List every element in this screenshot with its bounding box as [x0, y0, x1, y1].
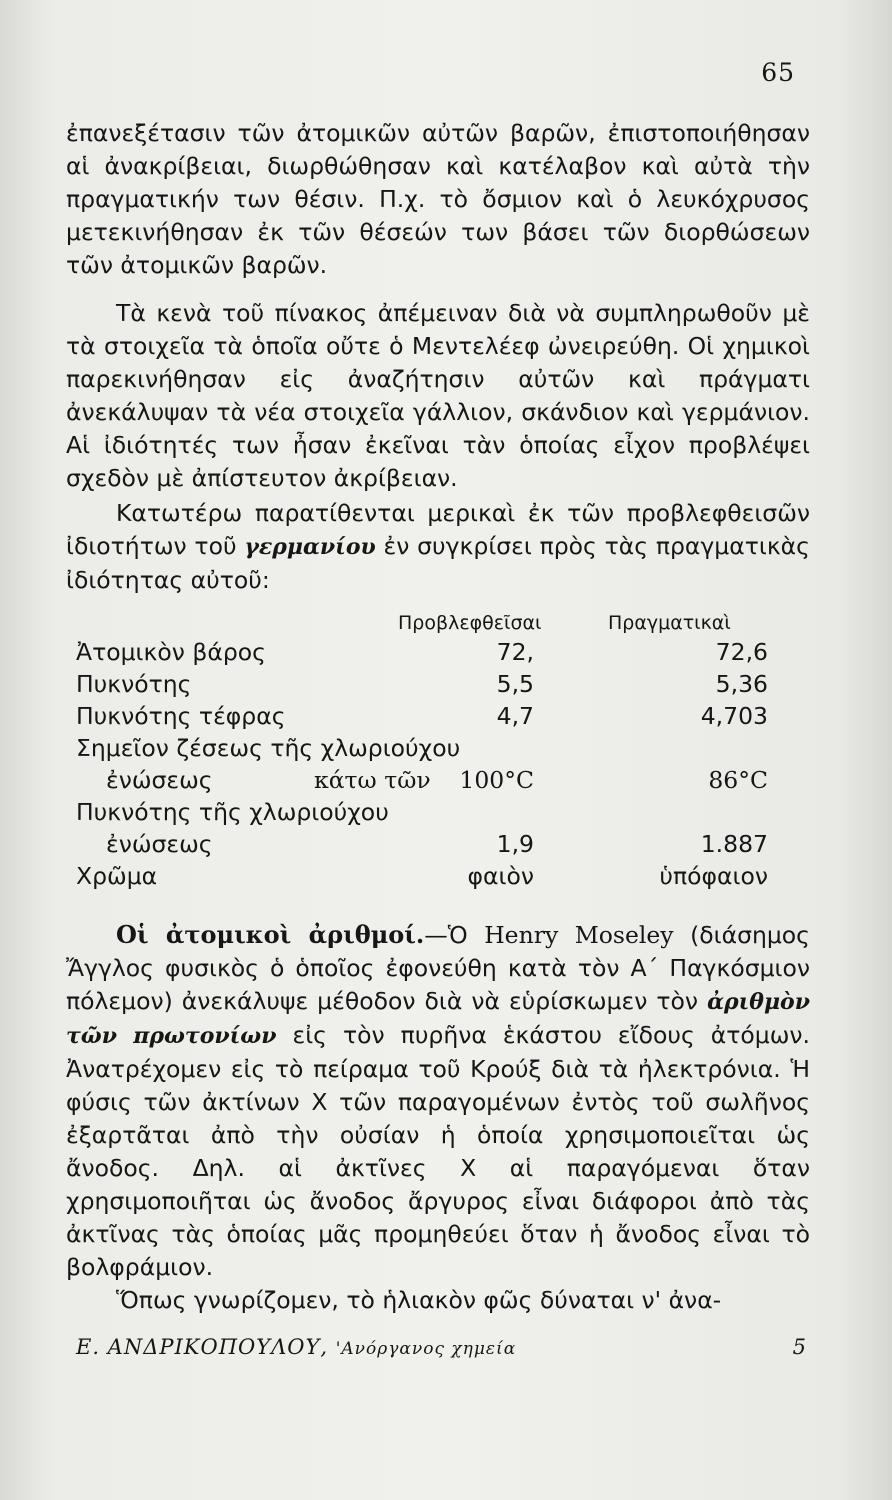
row-qualifier: κάτω τῶν	[314, 766, 431, 794]
section-heading: Οἱ ἀτομικοὶ ἀριθμοί.	[116, 920, 425, 949]
row-predicted: 100°C	[459, 766, 534, 794]
paragraph-3-italic: γερμανίου	[244, 534, 376, 560]
row-predicted: 4,7	[496, 702, 534, 730]
row-predicted: 5,5	[496, 670, 534, 698]
table-row	[76, 830, 776, 862]
row-label: ἐνώσεως	[106, 766, 213, 794]
section-text-2: (διάσημος Ἄγγλος φυσικὸς ὁ ὁποῖος ἐφονεύθη κατὰ τὸν Α΄ Παγκόσμιον πόλεμον) ἀνεκάλυψε μέθοδον διὰ νὰ εὑρίσκωμεν τὸν	[66, 921, 810, 1015]
properties-table	[76, 606, 776, 894]
row-predicted: 72,	[496, 638, 534, 666]
row-actual: 1.887	[700, 830, 768, 858]
row-label: Σημεῖον ζέσεως τῆς χλωριούχου	[76, 734, 461, 762]
table-row	[76, 702, 776, 734]
footer-signature: 5	[792, 1335, 806, 1359]
header-actual: Πραγματικαὶ	[608, 612, 731, 634]
paragraph-3	[66, 497, 810, 597]
table-row	[76, 670, 776, 702]
table-row	[76, 734, 776, 766]
row-label: ἐνώσεως	[106, 830, 213, 858]
paragraph-1	[66, 117, 810, 282]
table-row	[76, 862, 776, 894]
row-label: Πυκνότης τῆς χλωριούχου	[76, 798, 389, 826]
footer-author: Ε. ΑΝΔΡΙΚΟΠΟΥΛΟΥ,	[76, 1335, 329, 1359]
row-actual: 5,36	[715, 670, 768, 698]
row-actual: 86°C	[708, 766, 768, 794]
row-label: Ἀτομικὸν βάρος	[76, 638, 266, 666]
atomic-numbers-section	[66, 918, 810, 1317]
row-predicted: φαιὸν	[467, 862, 534, 890]
section-last-line: Ὅπως γνωρίζομεν, τὸ ἡλιακὸν φῶς δύναται ν' ἀνα-	[116, 1286, 722, 1314]
paragraph-1-text: ἐπανεξέτασιν τῶν ἀτομικῶν αὐτῶν βαρῶν, ἐπιστοποιήθησαν αἱ ἀνακρίβειαι, διωρθώθησαν καὶ κατέλαβον καὶ αὐτὰ τὴν πραγματικήν των θέσιν. Π.χ. τὸ ὄσμιον καὶ ὁ λευκόχρυσος μετεκινήθησαν ἐκ τῶν θέσεών των βάσει τῶν διορθώσεων τῶν ἀτομικῶν βαρῶν.	[66, 119, 810, 279]
row-label: Πυκνότης	[76, 670, 192, 698]
row-predicted: 1,9	[496, 830, 534, 858]
row-actual: ὑπόφαιον	[659, 862, 768, 890]
section-text-1: Ὁ	[447, 921, 468, 949]
page-footer	[76, 1335, 806, 1365]
table-row	[76, 798, 776, 830]
section-text-3: εἰς τὸν πυρῆνα ἑκάστου εἴδους ἀτόμων. Ἀνατρέχομεν εἰς τὸ πείραμα τοῦ Κρούξ διὰ τὰ ἠλεκτρόνια. Ἡ φύσις τῶν ἀκτίνων Χ τῶν παραγομένων ἐντὸς τοῦ σωλῆνος ἐξαρτᾶται ἀπὸ τὴν οὐσίαν ἡ ὁποία χρησιμοποιεῖται ὡς ἄνοδος. Δηλ. αἱ ἀκτῖνες Χ αἱ παραγόμεναι ὅταν χρησιμοποιῆται ὡς ἄνοδος ἄργυρος εἶναι διάφοροι ἀπὸ τὰς ἀκτῖνας τὰς ὁποίας μᾶς προμηθεύει ὅταν ἡ ἄνοδος εἶναι τὸ βολφράμιον.	[66, 1021, 810, 1281]
scientist-name: Henry Moseley	[484, 921, 674, 949]
paragraph-3-before: Κατωτέρω παρατίθενται μερικαὶ ἐκ τῶν προβλεφθεισῶν ἰδιοτήτων τοῦ	[66, 499, 810, 560]
row-label: Χρῶμα	[76, 862, 158, 890]
section-dash: —	[424, 921, 448, 949]
table-row	[76, 638, 776, 670]
footer-book-title: 'Ανόργανος χημεία	[335, 1339, 517, 1359]
row-label: Πυκνότης τέφρας	[76, 702, 286, 730]
paragraph-2	[66, 297, 810, 495]
page-number: 65	[761, 58, 795, 87]
row-actual: 72,6	[715, 638, 768, 666]
table-row	[76, 766, 776, 798]
paragraph-2-text: Τὰ κενὰ τοῦ πίνακος ἀπέμειναν διὰ νὰ συμπληρωθοῦν μὲ τὰ στοιχεῖα τὰ ὁποῖα οὔτε ὁ Μεντελέεφ ὠνειρεύθη. Οἱ χημικοὶ παρεκινήθησαν εἰς ἀναζήτησιν αὐτῶν καὶ πράγματι ἀνεκάλυψαν τὰ νέα στοιχεῖα γάλλιον, σκάνδιον καὶ γερμάνιον. Αἱ ἰδιότητές των ἦσαν ἐκεῖναι τὰν ὁποίας εἶχον προβλέψει σχεδὸν μὲ ἀπίστευτον ἀκρίβειαν.	[66, 299, 810, 492]
table-header	[76, 606, 776, 638]
paragraph-3-after: ἐν συγκρίσει πρὸς τὰς πραγματικὰς ἰδιότητας αὐτοῦ:	[66, 532, 810, 594]
row-actual: 4,703	[700, 702, 768, 730]
header-predicted: Προβλεφθεῖσαι	[398, 612, 542, 634]
section-italic: ἀριθμὸν τῶν πρωτονίων	[66, 989, 810, 1049]
